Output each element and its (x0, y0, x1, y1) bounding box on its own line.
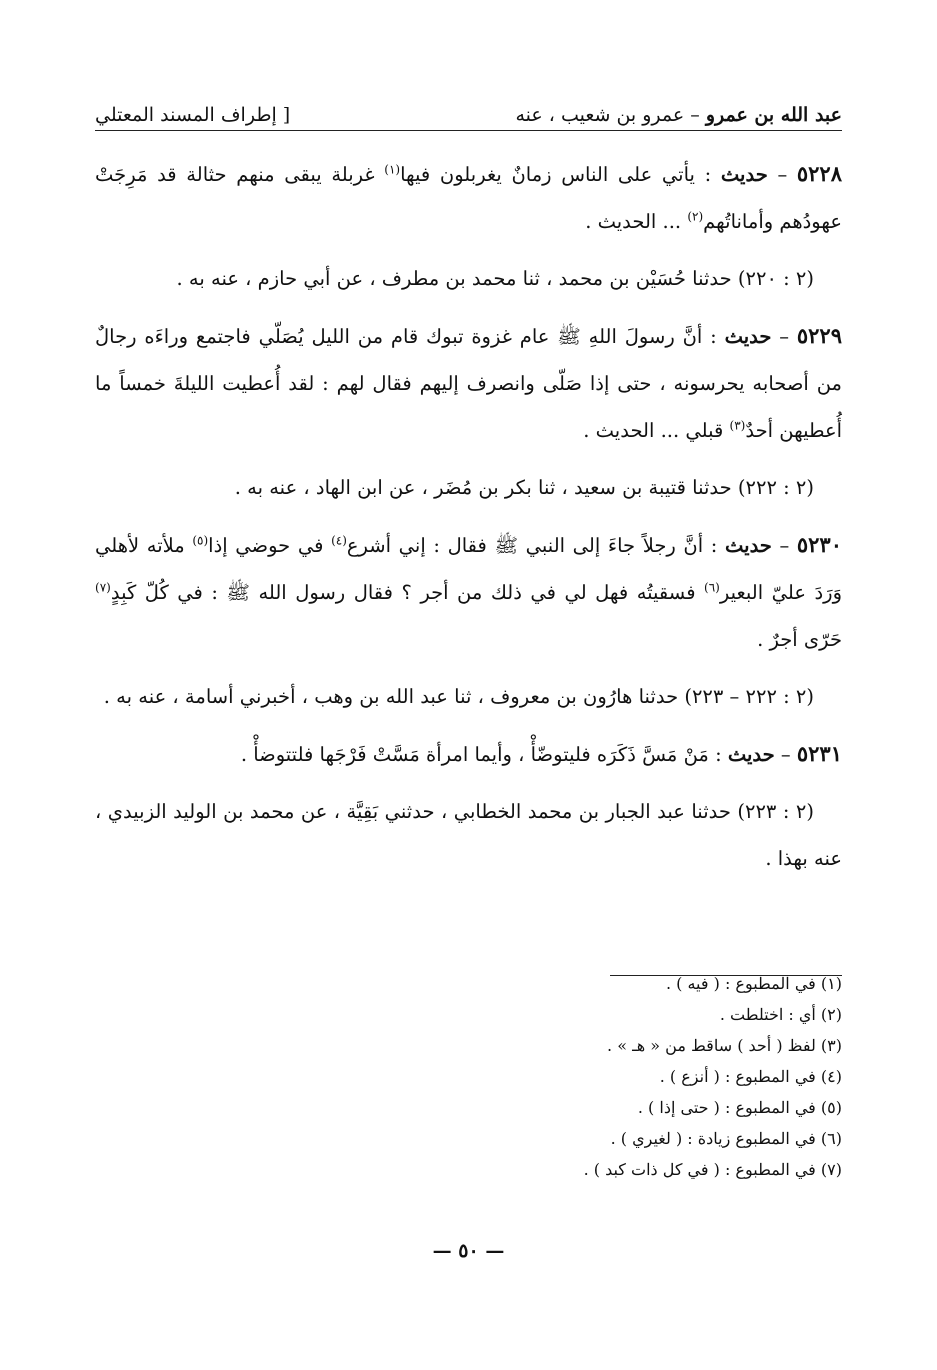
footnote-marker: (٤) (331, 533, 347, 548)
hadith-entry: ٥٢٢٨ – حديث : يأتي على الناس زمانٌ يغربلون فيها$^{(١)}$ غربلة يبقى منهم حثالة قد مَرِجَتْ عهودُهم وأماناتُهم$^{(٢)}$ ... الحديث . (95, 161, 842, 233)
header-book-title: [ إطراف المسند المعتلي (95, 104, 291, 126)
hadith-entry: ٥٢٣٠ – حديث : أنَّ رجلاً جاءَ إلى النبي ﷺ فقال : إني أشرع$^{(٤)}$ في حوضي إذا$^{(٥)}$ ملأته لأهلي وَرَدَ عليّ البعير$^{(٦)}$ فسقيتُه فهل لي في ذلك من أجر ؟ فقال رسول الله ﷺ : في كُلّ كَبِدٍ$^{(٧)}$ حَرّى أجرٌ . (95, 532, 842, 651)
footnote-item: (٦) في المطبوع زيادة : ( لغيري ) . (610, 1129, 842, 1148)
footnote-marker: (٥) (192, 533, 209, 548)
hadith-text: مَنْ مَسَّ ذَكَرَه فليتوضّأْ ، وأيما امرأة مَسَّتْ فَرْجَها فلتتوضأْ . (240, 743, 709, 766)
hadith-keyword: حديث (724, 325, 772, 348)
footnote-marker: (١) (384, 162, 401, 177)
footnotes-list (95, 968, 842, 1185)
isnad-text: (٢ : ٢٢٢ – ٢٢٣) حدثنا هارُون بن معروف ، ثنا عبد الله بن وهب ، أخبرني أسامة ، عنه به . (103, 685, 814, 708)
footnote-item: (٢) أي : اختلطت . (719, 1005, 842, 1024)
hadith-number: ٥٢٣١ (796, 741, 842, 766)
running-header (95, 86, 842, 131)
header-subchapter: – عمرو بن شعيب ، عنه (515, 104, 706, 126)
page-number: — ٥٠ — (432, 1240, 505, 1262)
hadith-number: ٥٢٢٨ (796, 161, 842, 186)
hadith-text: غربلة يبقى منهم حثالة قد مَرِجَتْ عهودُهم وأماناتُهم (95, 163, 842, 233)
hadith-text: في حوضي إذا (208, 534, 332, 557)
footnote-item: (٤) في المطبوع : ( أنزع ) . (659, 1067, 842, 1086)
hadith-entry: ٥٢٣١ – حديث : مَنْ مَسَّ ذَكَرَه فليتوضّأْ ، وأيما امرأة مَسَّتْ فَرْجَها فلتتوضأْ . (240, 741, 842, 766)
footnote-item: (٣) لفظ ( أحد ) ساقط من « هـ » . (607, 1036, 842, 1055)
footnote-marker: (٢) (687, 209, 704, 224)
hadith-text: حَرّى أجرٌ . (757, 628, 842, 651)
header-title (515, 104, 842, 126)
footnote-item: (١) في المطبوع : ( فيه ) . (665, 974, 842, 993)
isnad-text: (٢ : ٢٢٣) حدثنا عبد الجبار بن محمد الخطابي ، حدثني بَقِيَّة ، عن محمد بن الوليد الزبيدي ، عنه بهذا . (95, 800, 842, 870)
main-text (95, 150, 842, 892)
footnote-item: (٥) في المطبوع : ( حتى إذا ) . (637, 1098, 842, 1117)
footnote-marker: (٣) (729, 418, 746, 433)
isnad-text: (٢ : ٢٢٠) حدثنا حُسَيْن بن محمد ، ثنا محمد بن مطرف ، عن أبي حازم ، عنه به . (176, 267, 814, 290)
isnad-text: (٢ : ٢٢٢) حدثنا قتيبة بن سعيد ، ثنا بكر بن مُضَر ، عن ابن الهاد ، عنه به . (234, 476, 814, 499)
hadith-entry: ٥٢٢٩ – حديث : أنَّ رسولَ اللهِ ﷺ عام غزوة تبوك قام من الليل يُصَلّي فاجتمع وراءَه رجالٌ من أصحابه يحرسونه ، حتى إذا صَلّى وانصرف إليهم فقال لهم : لقد أُعطيت الليلةَ خمساً ما أُعطيهن أحدٌ$^{(٣)}$ قبلي ... الحديث . (95, 323, 842, 442)
hadith-text: قبلي ... الحديث . (583, 419, 730, 442)
hadith-text: أنَّ رسولَ اللهِ ﷺ عام غزوة تبوك قام من الليل يُصَلّي فاجتمع وراءَه رجالٌ من أصحابه يحرسونه ، حتى إذا صَلّى وانصرف إليهم فقال لهم : لقد أُعطيت الليلةَ خمساً ما أُعطيهن أحدٌ (95, 325, 842, 442)
hadith-text: ملأته لأهلي وَرَدَ عليّ البعير (95, 534, 842, 604)
hadith-keyword: حديث (720, 163, 768, 186)
hadith-number: ٥٢٢٩ (796, 323, 842, 348)
hadith-text: ... الحديث . (585, 210, 688, 233)
footnote-item: (٧) في المطبوع : ( في كل ذات كبد ) . (583, 1160, 842, 1179)
hadith-keyword: حديث (727, 743, 775, 766)
footnote-marker: (٦) (704, 580, 720, 595)
hadith-number: ٥٢٣٠ (796, 532, 842, 557)
hadith-keyword: حديث (725, 534, 772, 557)
hadith-text: أنَّ رجلاً جاءَ إلى النبي ﷺ فقال : إني أشرع (346, 534, 704, 557)
footnote-marker: (٧) (95, 580, 111, 595)
header-chapter: عبد الله بن عمرو (705, 104, 842, 126)
hadith-text: فسقيتُه فهل لي في ذلك من أجر ؟ فقال رسول الله ﷺ : في كُلّ كَبِدٍ (110, 581, 705, 604)
hadith-text: يأتي على الناس زمانٌ يغربلون فيها (400, 163, 695, 186)
